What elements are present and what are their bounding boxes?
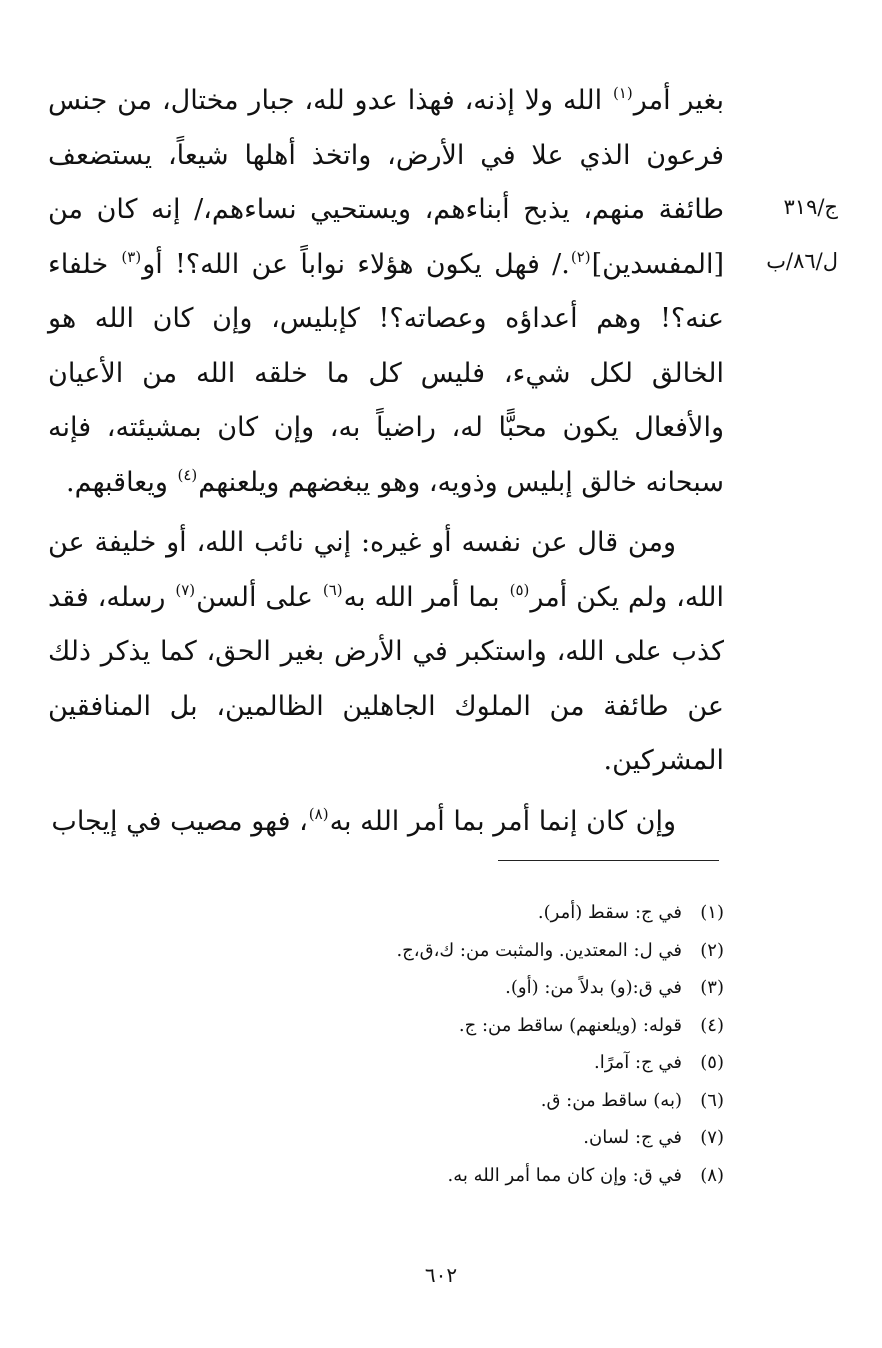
footnote-number: (١) <box>700 902 724 923</box>
paragraph-text: وإن كان إنما أمر بما أمر الله به <box>329 805 676 837</box>
footnote-number: (٢) <box>700 939 724 961</box>
footnote-number: (٤) <box>700 1014 724 1036</box>
paragraph <box>48 516 724 789</box>
footnote-text: في ق:(و) بدلاً من: (أو). <box>505 977 682 998</box>
footnote-marker: (٥) <box>509 580 530 599</box>
paragraph-text: الله ولا إذنه، فهذا عدو لله، جبار مختال، من جنس فرعون الذي علا في الأرض، واتخذ أهلها شيعاً، يستضعف طائفة منهم، يذبح أبناءهم، ويستحيي نساءهم،/ إنه كان من [المفسدين] <box>48 85 724 280</box>
page-number: ٦٠٢ <box>424 1263 458 1287</box>
footnote-marker: (٦) <box>322 580 343 599</box>
margin-note: ل/٨٦/ب <box>766 249 838 273</box>
footnote-separator <box>498 860 719 861</box>
footnotes-section <box>300 894 724 1194</box>
footnote-marker: (٨) <box>308 804 329 823</box>
footnote-marker: (٣) <box>121 247 142 266</box>
footnote-text: قوله: (ويلعنهم) ساقط من: ج. <box>458 1014 682 1036</box>
paragraph-text: رسله، فقد كذب على الله، واستكبر في الأرض بغير الحق، كما يذكر ذلك عن طائفة من الملوك الجاهلين الظالمين، بل المنافقين المشركين. <box>48 581 724 776</box>
footnote-text: في ج: لسان. <box>583 1127 682 1148</box>
footnote-marker: (٤) <box>177 465 198 484</box>
footnote-text: في ج: آمرًا. <box>593 1052 682 1073</box>
paragraph-text: خلفاء عنه؟! وهم أعداؤه وعصاته؟! كإبليس، وإن كان الله هو الخالق لكل شيء، فليس كل ما خلقه الله من الأعيان والأفعال يكون محبًّا له، راضياً به، وإن كان بمشيئته، فإنه سبحانه خالق إبليس وذويه، وهو يبغضهم ويلعنهم <box>48 248 724 498</box>
paragraph-text: بما أمر الله به <box>343 581 509 613</box>
margin-note: ج/٣١٩ <box>783 195 838 219</box>
footnote-number: (٥) <box>700 1052 724 1073</box>
footnote-item <box>300 1044 724 1082</box>
footnote-text: في ج: سقط (أمر). <box>537 902 682 923</box>
footnote-item <box>300 894 724 932</box>
footnote-item <box>300 1082 724 1120</box>
footnote-text: في ل: المعتدين. والمثبت من: ك،ق،ج. <box>396 939 682 961</box>
footnote-number: (٦) <box>700 1089 724 1111</box>
paragraph-text: ومن قال عن نفسه أو غيره: إني نائب الله، أو خليفة عن الله، ولم يكن أمر <box>48 527 724 613</box>
footnote-number: (٣) <box>700 977 724 998</box>
footnote-marker: (٢) <box>570 247 591 266</box>
footnote-item <box>300 932 724 970</box>
main-text-body <box>48 74 724 849</box>
footnote-item <box>300 1007 724 1045</box>
footnote-item <box>300 969 724 1007</box>
footnote-text: في ق: وإن كان مما أمر الله به. <box>447 1164 682 1186</box>
paragraph-text: ، فهو مصيب في إيجاب <box>51 805 308 837</box>
paragraph-text: ويعاقبهم. <box>66 466 177 498</box>
footnote-marker: (٧) <box>175 580 196 599</box>
paragraph-text: ./ فهل يكون هؤلاء نواباً عن الله؟! أو <box>142 248 570 280</box>
paragraph <box>48 795 724 850</box>
paragraph <box>48 74 724 510</box>
footnote-item <box>300 1157 724 1195</box>
footnote-text: (به) ساقط من: ق. <box>540 1089 682 1111</box>
footnote-number: (٨) <box>700 1164 724 1186</box>
footnote-number: (٧) <box>700 1127 724 1148</box>
footnote-marker: (١) <box>612 84 633 102</box>
paragraph-text: على ألسن <box>196 581 322 613</box>
margin-notes <box>748 180 838 288</box>
paragraph-text: بغير أمر <box>633 85 725 116</box>
footnote-item <box>300 1119 724 1157</box>
